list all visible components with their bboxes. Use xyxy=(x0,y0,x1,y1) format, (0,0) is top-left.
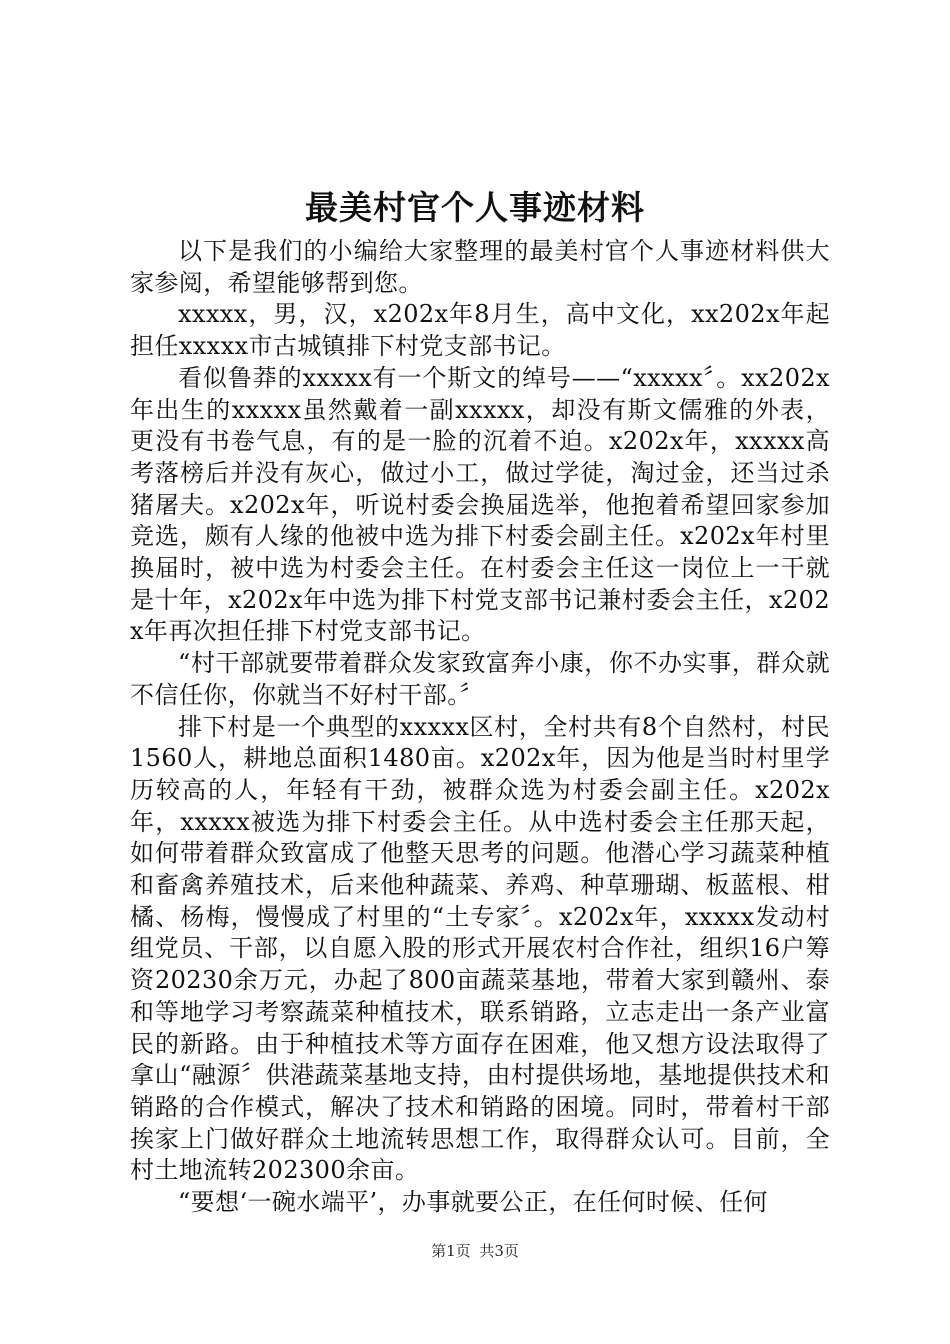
paragraph-intro: 以下是我们的小编给大家整理的最美村官个人事迹材料供大家参阅，希望能够帮到您。 xyxy=(130,237,830,297)
paragraph-village: 排下村是一个典型的xxxxx区村，全村共有8个自然村，村民1560人，耕地总面积1480亩。x202x年，因为他是当时村里学历较高的人，年轻有干劲，被群众选为村委会副主任。x202x年，xxxxx被选为排下村委会主任。从中选村委会主任那天起，如何带着群众致富成了他整天思考的问题。他潜心学习蔬菜种植和畜禽养殖技术，后来他种蔬菜、养鸡、种草珊瑚、板蓝根、柑橘、杨梅，慢慢成了村里的“土专家〞。x202x年，xxxxx发动村组党员、干部，以自愿入股的形式开展农村合作社，组织16户筹资20230余万元，办起了800亩蔬菜基地，带着大家到赣州、泰和等地学习考察蔬菜种植技术，联系销路，立志走出一条产业富民的新路。由于种植技术等方面存在困难，他又想方设法取得了拿山“融源〞供港蔬菜基地支持，由村提供场地，基地提供技术和销路的合作模式，解决了技术和销路的困境。同时，带着村干部挨家上门做好群众土地流转思想工作，取得群众认可。目前，全村土地流转202300余亩。 xyxy=(130,712,830,1185)
paragraph-background: 看似鲁莽的xxxxx有一个斯文的绰号——“xxxxx〞。xx202x年出生的xxxxx虽然戴着一副xxxxx，却没有斯文儒雅的外表，更没有书卷气息，有的是一脸的沉着不迫。x202x年，xxxxx高考落榜后并没有灰心，做过小工，做过学徒，淘过金，还当过杀猪屠夫。x202x年，听说村委会换届选举，他抱着希望回家参加竞选，颇有人缘的他被中选为排下村委会副主任。x202x年村里换届时，被中选为村委会主任。在村委会主任这一岗位上一干就是十年，x202x年中选为排下村党支部书记兼村委会主任，x202x年再次担任排下村党支部书记。 xyxy=(130,363,830,646)
paragraph-profile: xxxxx，男，汉，x202x年8月生，高中文化，xx202x年起担任xxxxx市古城镇排下村党支部书记。 xyxy=(130,300,830,361)
page-footer xyxy=(0,1240,950,1261)
paragraph-quote: “村干部就要带着群众发家致富奔小康，你不办实事，群众就不信任你，你就当不好村干部。〞 xyxy=(130,649,830,709)
document-body xyxy=(130,236,830,1219)
paragraph-fairness: “要想‘一碗水端平’，办事就要公正，在任何时候、任何 xyxy=(178,1188,768,1217)
page-number: 第1页 xyxy=(431,1242,471,1260)
page-total: 共3页 xyxy=(479,1242,519,1260)
document-title: 最美村官个人事迹材料 xyxy=(305,188,645,227)
